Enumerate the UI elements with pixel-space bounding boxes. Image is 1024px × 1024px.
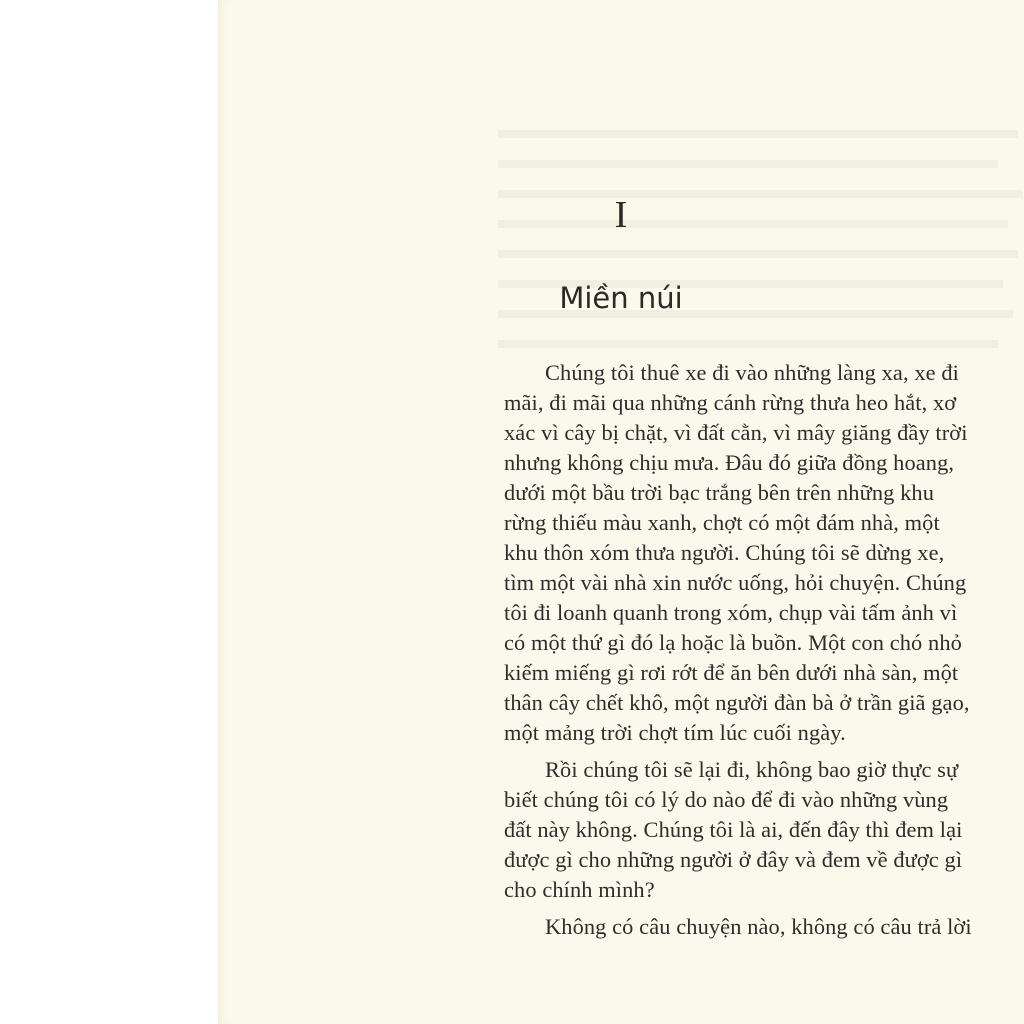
text-line: mãi, đi mãi qua những cánh rừng thưa heo hắt, xơ xyxy=(504,390,957,415)
text-line: biết chúng tôi có lý do nào để đi vào những vùng xyxy=(504,787,949,812)
text-line: có một thứ gì đó lạ hoặc là buồn. Một con chó nhỏ xyxy=(504,630,962,655)
text-line: nhưng không chịu mưa. Đâu đó giữa đồng hoang, xyxy=(504,450,955,475)
chapter-number: I xyxy=(614,194,628,236)
text-line: Chúng tôi thuê xe đi vào những làng xa, xe đi xyxy=(545,360,960,385)
text-line: dưới một bầu trời bạc trắng bên trên những khu xyxy=(504,480,934,505)
book-page xyxy=(218,0,1024,1024)
text-line: được gì cho những người ở đây và đem về được gì xyxy=(504,847,963,872)
paragraph xyxy=(504,358,984,748)
text-line: tìm một vài nhà xin nước uống, hỏi chuyện. Chúng xyxy=(504,570,967,595)
text-line: kiếm miếng gì rơi rớt để ăn bên dưới nhà sàn, một xyxy=(504,660,959,685)
text-line: khu thôn xóm thưa người. Chúng tôi sẽ dừng xe, xyxy=(504,540,945,565)
paragraph xyxy=(504,755,984,905)
text-line: xác vì cây bị chặt, vì đất cằn, vì mây giăng đầy trời xyxy=(504,420,968,445)
text-line: tôi đi loanh quanh trong xóm, chụp vài tấm ảnh vì xyxy=(504,600,958,625)
chapter-body xyxy=(504,358,984,942)
text-line: Không có câu chuyện nào, không có câu trả lời xyxy=(545,914,972,939)
paragraph xyxy=(504,912,984,942)
text-line: một mảng trời chợt tím lúc cuối ngày. xyxy=(504,720,846,745)
text-line: Rồi chúng tôi sẽ lại đi, không bao giờ thực sự xyxy=(545,757,959,782)
text-line: cho chính mình? xyxy=(504,877,655,902)
text-line: đất này không. Chúng tôi là ai, đến đây thì đem lại xyxy=(504,817,963,842)
text-line: thân cây chết khô, một người đàn bà ở trần giã gạo, xyxy=(504,690,970,715)
text-line: rừng thiếu màu xanh, chợt có một đám nhà, một xyxy=(504,510,940,535)
chapter-title: Miền núi xyxy=(559,281,683,315)
